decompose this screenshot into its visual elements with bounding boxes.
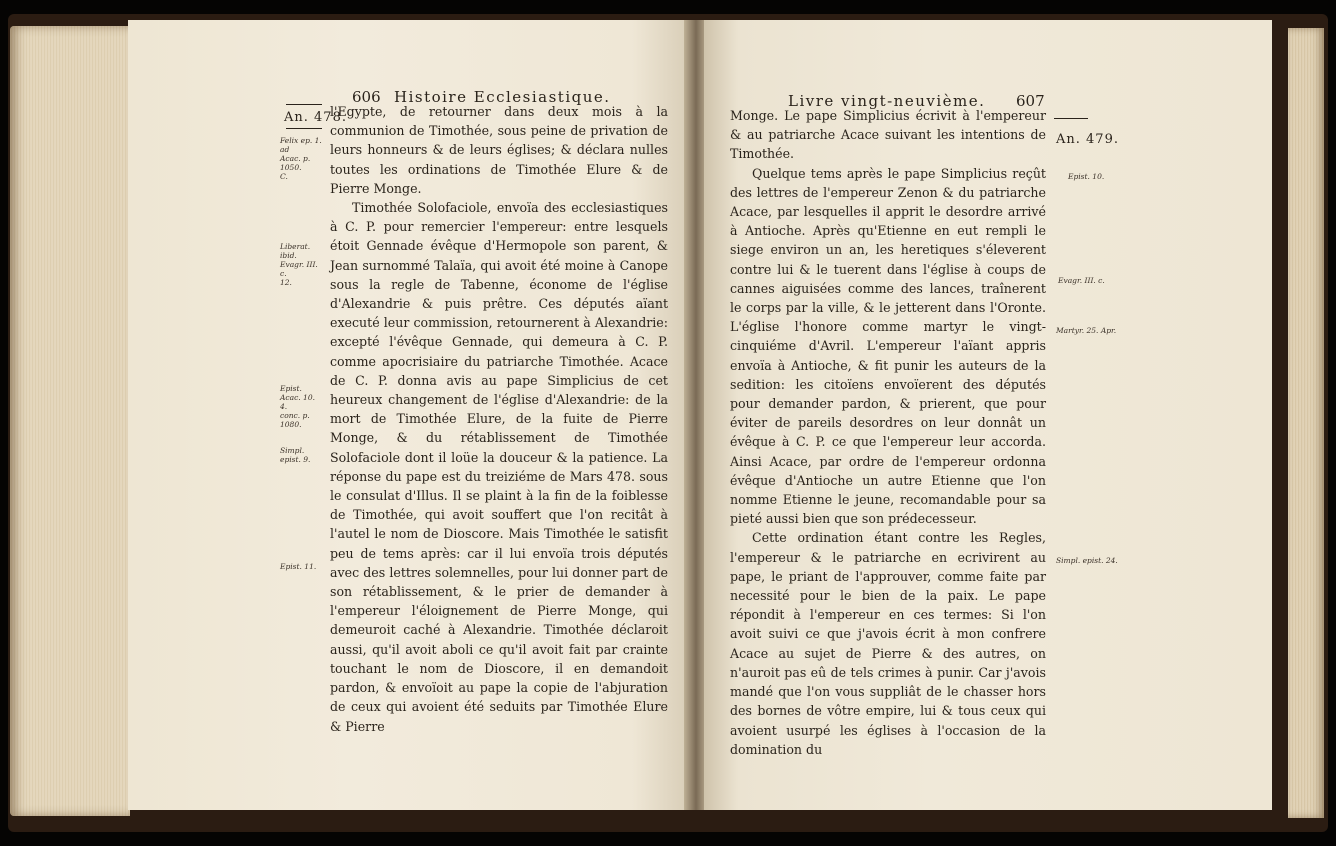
margin-note: Epist. Acac. 10. 4. conc. p. 1080. (280, 384, 315, 429)
left-page-text (330, 102, 668, 736)
year-rule (1054, 118, 1088, 119)
paragraph: Cette ordination étant contre les Regles, l'empereur & le patriarche en ecrivirent au pape, le priant de l'approuver, comme faite par necessité pour le bien de la paix. Le pape répondit à l'empereur en ces termes: Si l'on avoit suivi ce que j'avois écrit à mon confrere Acace au sujet de Pierre & des autres, on n'auroit pas eû de tels crimes à punir. Car j'avois mandé que l'on vous suppliât de le chasser hors des bornes de vôtre empire, lui & tous ceux qui avoient usurpé les églises à l'occasion de la domination du (730, 530, 1046, 757)
margin-note: Martyr. 25. Apr. (1056, 326, 1117, 335)
margin-note: Felix ep. 1. ad Acac. p. 1050. C. (280, 136, 322, 181)
margin-note: Simpl. epist. 9. (280, 446, 311, 464)
paragraph: Timothée Solofaciole, envoïa des ecclesiastiques à C. P. pour remercier l'empereur: entre lesquels étoit Gennade évêque d'Hermopole son parent, & Jean surnommé Talaïa, qui avoit été moine à Canope sous la regle de Tabenne, économe de l'église d'Alexandrie & puis prêtre. Ces députés aïant executé leur commission, retournerent à Alexandrie: excepté l'évêque Gennade, qui demeura à C. P. comme apocrisiaire du patriarche Timothée. Acace de C. P. donna avis au pape Simplicius de cet heureux changement de l'église d'Alexandrie: de la mort de Timothée Elure, de la fuite de Pierre Monge, & du rétablissement de Timothée Solofaciole dont il loüe la douceur & la patience. La réponse du pape est du treiziéme de Mars 478. sous le consulat d'Illus. Il se plaint à la fin de la foiblesse de Timothée, qui avoit souffert que l'on recitât à l'autel le nom de Dioscore. Mais Timothée le satisfit peu de tems après: car il lui envoïa trois députés avec des lettres solemnelles, pour lui donner part de son rétablissement, & le prier de demander à l'empereur l'éloignement de Pierre Monge, qui demeuroit caché à Alexandrie. Timothée déclaroit aussi, qu'il avoit aboli ce qu'il avoit fait par crainte touchant le nom de Dioscore, il en demandoit pardon, & envoïoit au pape la copie de l'abjuration de ceux qui avoient été seduits par Timothée Elure & Pierre (330, 200, 668, 734)
paragraph: l'Egypte, de retourner dans deux mois à la communion de Timothée, sous peine de privation de leurs honneurs & de leurs églises; & déclara nulles toutes les ordinations de Timothée Elure & de Pierre Monge. (330, 104, 668, 196)
margin-note: Liberat. ibid. Evagr. III. c. 12. (280, 242, 318, 287)
paragraph: Monge. Le pape Simplicius écrivit à l'empereur & au patriarche Acace suivant les intentions de Timothée. (730, 108, 1046, 162)
right-page-text (730, 106, 1046, 759)
margin-note: Evagr. III. c. (1058, 276, 1105, 285)
paragraph: Quelque tems après le pape Simplicius reçût des lettres de l'empereur Zenon & du patriarche Acace, par lesquelles il apprit le desordre arrivé à Antioche. Après qu'Etienne en eut rempli le siege environ un an, les heretiques s'éleverent contre lui & le tuerent dans l'église à coups de cannes aiguisées comme des lances, traînerent le corps par la ville, & le jetterent dans l'Oronte. L'église l'honore comme martyr le vingt-cinquiéme d'Avril. L'empereur l'aïant appris envoïa à Antioche, & fit punir les auteurs de la sedition: les citoïens envoïerent des députés pour demander pardon, & prierent, que pour éviter de pareils desordres on leur donnât un évêque à C. P. ce que l'empereur leur accorda. Ainsi Acace, par ordre de l'empereur ordonna évêque d'Antioche un autre Etienne que l'on nomme Etienne le jeune, recomandable pour sa pieté aussi bien que son prédecesseur. (730, 165, 1046, 527)
left-page-edges (10, 26, 130, 816)
margin-note: Epist. 10. (1068, 172, 1105, 181)
year-rule (286, 128, 322, 129)
margin-note: Simpl. epist. 24. (1056, 556, 1118, 565)
year-marker: An. 479. (1056, 132, 1119, 147)
running-head: Livre vingt-neuvième. (788, 92, 986, 110)
year-rule (286, 104, 322, 105)
year-marker: An. 478. (284, 110, 347, 125)
page-number: 607 (1016, 92, 1045, 110)
right-page-edges (1288, 28, 1324, 818)
running-head: Histoire Ecclesiastique. (394, 88, 611, 106)
margin-note: Epist. 11. (280, 562, 317, 571)
page-number: 606 (352, 88, 381, 106)
